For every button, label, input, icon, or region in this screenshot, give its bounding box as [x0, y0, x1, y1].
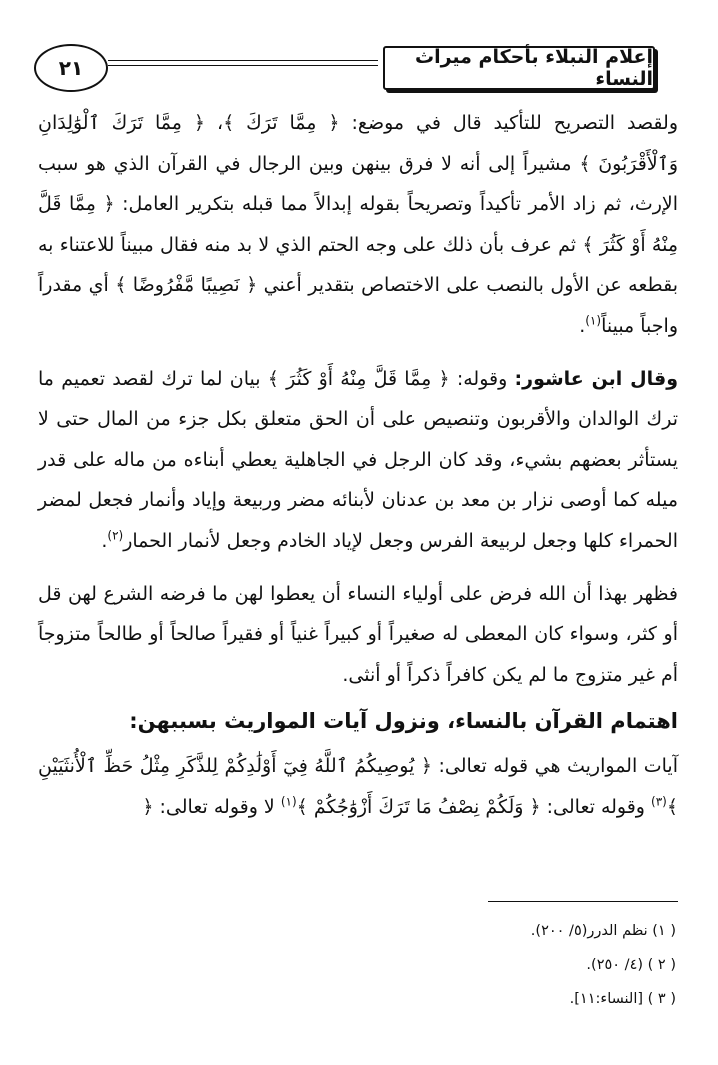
- footnote-ref-3: (٣): [651, 794, 667, 809]
- footnote-separator: [488, 901, 678, 902]
- paragraph-4: [38, 746, 678, 827]
- page-number-oval: [34, 44, 108, 92]
- paragraph-4-part-c: لا وقوله تعالى: ﴿: [142, 795, 281, 818]
- footnote-ref-4: (١): [280, 794, 297, 809]
- paragraph-4-part-a: آيات المواريث هي قوله تعالى: ﴿ يُوصِيكُمُ ٱللَّهُ فِيٓ أَوْلَٰدِكُمْ لِلذَّكَرِ مِثْلُ حَظِّ ٱلْأُنثَيَيْنِ ﴾: [38, 754, 678, 818]
- paragraph-3: فظهر بهذا أن الله فرض على أولياء النساء أن يعطوا لهن ما فرضه الشرع لهن قل أو كثر، وسواء كان المعطى له صغيراً أو كبيراً غنياً أو فقيراً صالحاً أو طالحاً متزوجاً أم غير متزوج ما لم يكن كافراً ذكراً أو أنثى.: [38, 582, 678, 686]
- paragraph-1-end: .: [579, 314, 586, 337]
- footnote-1: ( ١) نظم الدرر(٥/ ٢٠٠).: [530, 923, 676, 939]
- paragraph-2-end: .: [101, 529, 108, 552]
- book-title-box: [383, 46, 655, 90]
- page-header: [20, 38, 665, 94]
- section-heading: اهتمام القرآن بالنساء، ونزول آيات المواريث بسببهن:: [129, 709, 678, 734]
- paragraph-4-part-b: وقوله تعالى: ﴿ وَلَكُمْ نِصْفُ مَا تَرَكَ أَزْوَٰجُكُمْ ﴾: [296, 795, 652, 818]
- paragraph-1: [38, 103, 678, 347]
- header-rule-top: [108, 60, 378, 61]
- ibn-ashur-lead: وقال ابن عاشور:: [514, 367, 678, 390]
- footnotes: [76, 914, 676, 1016]
- footnote-3: ( ٣ ) [النساء:١١].: [569, 991, 676, 1007]
- paragraph-1-text: ولقصد التصريح للتأكيد قال في موضع: ﴿ مِمَّا تَرَكَ ﴾، ﴿ مِمَّا تَرَكَ ٱلْوَٰلِدَانِ وَٱلْأَقْرَبُونَ ﴾ مشيراً إلى أنه لا فرق بينهن وبين الرجال في القرآن الذي هو سبب الإرث، ثم زاد الأمر تأكيداً وتصريحاً بقوله إبدالاً مما قبله بتكرير العامل: ﴿ مِمَّا قَلَّ مِنْهُ أَوْ كَثُرَ ﴾ ثم عرف بأن ذلك على وجه الحتم الذي لا بد منه فقال مبيناً للاعتناء به بقطعه عن الأول بالنصب على الاختصاص بتقدير أعني ﴿ نَصِيبًا مَّفْرُوضًا ﴾ أي مقدراً واجباً مبيناً: [38, 112, 678, 337]
- page-number: ٢١: [58, 56, 84, 80]
- footnote-ref-1: (١): [585, 313, 602, 328]
- paragraph-2-text: وقوله: ﴿ مِمَّا قَلَّ مِنْهُ أَوْ كَثُرَ ﴾ بيان لما ترك لقصد تعميم ما ترك الوالدان والأقربون وتنصيص على أن الحق متعلق بكل جزء من المال حتى لا يستأثر بعضهم بشيء، وقد كان الرجل في الجاهلية يعطي أبناءه من ماله على قدر ميله كما أوصى نزار بن معد بن عدنان لأبنائه مضر وربيعة وإياد وأنمار فجعل لمضر الحمراء كلها وجعل لربيعة الفرس وجعل لإياد الخادم وجعل لأنمار الحمار: [38, 367, 678, 552]
- paragraph-2: [38, 359, 678, 562]
- book-title: إعلام النبلاء بأحكام ميراث النساء: [414, 46, 653, 90]
- footnote-2: ( ٢ ) (٤/ ٢٥٠).: [586, 957, 676, 973]
- header-rule-bottom: [108, 65, 378, 66]
- footnote-ref-2: (٢): [107, 528, 124, 543]
- page-body: [38, 103, 678, 827]
